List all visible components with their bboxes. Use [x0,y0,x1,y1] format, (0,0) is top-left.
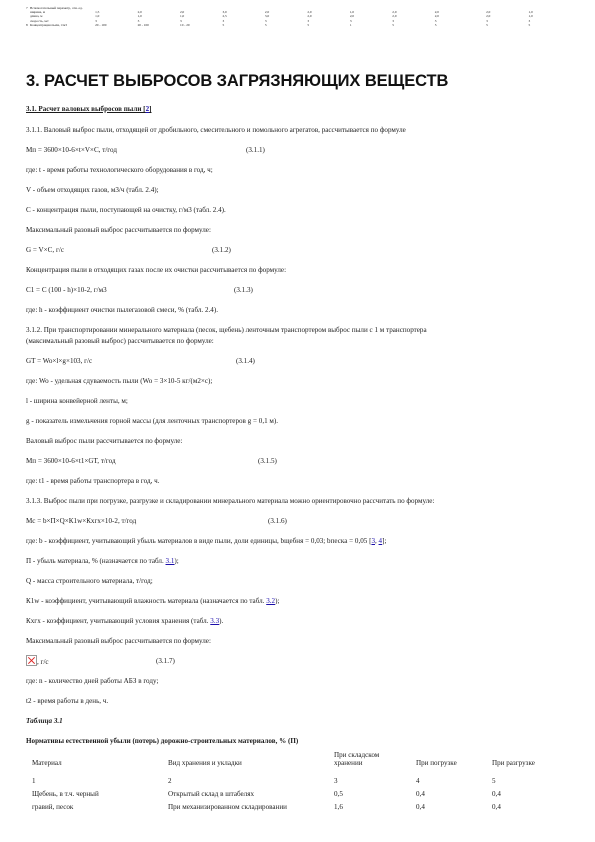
top-table-cell: 3 [528,18,531,23]
definition-p: П - убыль материала, % (назначается по табл. 3.1); [26,557,179,565]
table-cell: 0,5 [334,790,343,798]
table-cell: Открытый склад в штабелях [168,790,255,798]
definition-t: где: t - время работы технологического оборудования в год, ч; [26,166,213,174]
top-table-cell: 2,0 [486,10,491,15]
table-cell: Щебень, в т.ч. черный [32,790,99,798]
top-table-cell: 2,0 [434,14,439,19]
table-row [26,803,571,815]
definition-g: g - показатель измельчения горной массы (для ленточных транспортеров g = 0,1 м). [26,417,279,425]
top-table-cell: 5 [434,22,437,27]
table-row [26,777,571,789]
top-table-cell: 1,0 [349,10,355,15]
reference-link-3[interactable]: 3 [371,537,375,545]
top-table-cell: 5 [222,22,225,27]
top-table-cell: 1,5 [95,10,100,15]
definition-h: где: h - коэффициент очистки пылегазовой смеси, % (табл. 2.4). [26,306,218,314]
broken-image-icon [26,655,37,666]
table-cell: При механизированном складировании [168,803,287,811]
col-header-warehouse: При складском хранении [334,751,380,767]
formula-3-1-2: G = V×C, г/с (3.1.2) [26,246,231,254]
top-table-cell: 20 - 100 [95,22,107,27]
top-table-cell: 5 [392,22,394,27]
top-table-cell: 2,0 [392,10,397,15]
top-table-cell: 3 [180,18,182,23]
top-table-num: 7 [26,6,28,10]
top-table-cell: 1,0 [528,14,533,19]
top-table-cell: 5 [486,22,488,27]
top-table-cell: 1,0 [180,14,185,19]
top-table-cell: 2,0 [264,10,270,15]
top-table-cell: 3 [434,18,437,23]
formula-3-1-7: , г/с (3.1.7) [26,655,49,666]
paragraph-3-1-2: 3.1.2. При транспортировании минерального материала (песок, щебень) ленточным транспортером выброс пыли с 1 м транспортера [26,326,427,334]
definition-k1w: К1w - коэффициент, учитывающий влажность материала (назначается по табл. 3.2); [26,597,280,605]
reference-link-4[interactable]: 4 [378,537,383,545]
top-table-cell: 10 - 20 [180,22,190,27]
table-link-3-3[interactable]: 3.3 [210,617,220,625]
top-table-param: Вспомогательный параметр, отн. ед. [29,6,83,10]
top-table-cell: 2,0 [307,10,312,15]
definition-b: где: b - коэффициент, учитывающий убыль материалов в виде пыли, доли единицы, bщебня = 0,03; bпеска = 0,05 [3, 4]; [26,537,387,545]
top-table-cell: 20 - 100 [137,22,149,27]
definition-t1: где: t1 - время работы транспортера в год, ч. [26,477,160,485]
col-header-storage-type: Вид хранения и укладки [168,759,242,767]
table-title: Нормативы естественной убыли (потерь) дорожно-строительных материалов, % (П) [26,737,299,745]
top-table-cell: 3 [137,18,140,23]
table-row [26,790,571,802]
table-link-3-1[interactable]: 3.1 [165,557,175,565]
top-table-cell: 2,0 [434,10,439,15]
max-emission-text: Максимальный разовый выброс рассчитывается по формуле: [26,226,211,234]
top-table-cell: 1,0 [137,14,142,19]
paragraph-3-1-2-cont: (максимальный разовый выброс) рассчитывается по формуле: [26,337,214,345]
table-cell: 0,4 [492,803,501,811]
formula-3-1-3: С1 = С (100 - h)×10-2, г/м3 (3.1.3) [26,286,253,294]
top-table-cell: 3 [392,18,394,23]
top-table-param: Концентрация пыли, г/м3 [29,22,67,27]
top-table-cell: 3 [264,18,267,23]
top-table-cell: 1,0 [528,10,533,15]
top-table-cell: 5 [307,22,310,27]
table-link-3-2[interactable]: 3.2 [266,597,276,605]
top-table-param: ширина, м [29,10,46,15]
table-label: Таблица 3.1 [26,717,63,725]
table-cell: 2 [168,777,172,785]
formula-3-1-4: GT = Wo×l×g×103, г/с (3.1.4) [26,357,255,365]
col-header-unloading: При разгрузке [492,759,535,767]
definition-l: l - ширина конвейерной ленты, м; [26,397,128,405]
top-table-cell: 3,0 [222,10,227,15]
top-table-param: скорость, м/с [29,18,49,23]
top-table-cell: 2,0 [486,14,491,19]
top-table-cell: 2,0 [392,14,397,19]
max-emission-text-2: Максимальный разовый выброс рассчитывается по формуле: [26,637,211,645]
top-table-cell: 1,0 [95,14,100,19]
col-header-loading: При погрузке [416,759,457,767]
top-table-cell: 2,0 [180,10,185,15]
definition-n: где: n - количество дней работы АБЗ в году; [26,677,159,685]
table-cell: гравий, песок [32,803,74,811]
definition-t2: t2 - время работы в день, ч. [26,697,109,705]
table-cell: 4 [416,777,420,785]
top-table-cell: 3 [222,18,225,23]
definition-kxgx: Кхгх - коэффициент, учитывающий условия хранения (табл. 3.3). [26,617,224,625]
table-cell: 5 [492,777,496,785]
top-table-row [26,23,571,27]
definition-q: Q - масса строительного материала, т/год; [26,577,153,585]
definition-v: V - объем отходящих газов, м3/ч (табл. 2.4); [26,186,159,194]
top-table-param: длина, м [29,14,43,19]
top-table-cell: 3,0 [264,14,270,19]
table-cell: 1 [32,777,36,785]
section-title: 3. РАСЧЕТ ВЫБРОСОВ ЗАГРЯЗНЯЮЩИХ ВЕЩЕСТВ [26,72,449,90]
top-table-cell: 2,0 [349,14,355,19]
gross-emission-text: Валовый выброс пыли рассчитывается по формуле: [26,437,183,445]
continued-table-2-4 [26,6,571,27]
definition-wo: где: Wo - удельная сдуваемость пыли (Wo = 3×10-5 кг/(м2×с); [26,377,213,385]
formula-3-1-1: Мп = 3600×10-6×t×V×C, т/год (3.1.1) [26,146,265,154]
top-table-cell: 3 [349,18,352,23]
concentration-text: Концентрация пыли в отходящих газах после их очистки рассчитывается по формуле: [26,266,287,274]
definition-c: С - концентрация пыли, поступающей на очистку, г/м3 (табл. 2.4). [26,206,226,214]
top-table-cell: 2,0 [137,10,142,15]
top-table-cell: 3 [95,18,97,23]
top-table-cell: 5 [528,22,531,27]
formula-3-1-5: Мп = 3600×10-6×t1×GT, т/год (3.1.5) [26,457,277,465]
top-table-num: 8 [26,22,28,27]
table-header-row [26,751,571,773]
reference-link-2[interactable]: 2 [145,105,150,113]
paragraph-3-1-1: 3.1.1. Валовый выброс пыли, отходящей от дробильного, смесительного и помольного агрегатов, рассчитывается по формуле [26,126,406,134]
table-cell: 3 [334,777,338,785]
top-table-cell: 1 [349,22,352,27]
col-header-material: Материал [32,759,62,767]
subsection-heading-3-1: 3.1. Расчет валовых выбросов пыли [2] [26,105,152,113]
paragraph-3-1-3: 3.1.3. Выброс пыли при погрузке, разгрузке и складировании минерального материала можно ориентировочно рассчитать по формуле: [26,497,435,505]
table-cell: 0,4 [416,790,425,798]
table-cell: 0,4 [416,803,425,811]
top-table-cell: 5 [264,22,267,27]
top-table-cell: 3 [486,18,488,23]
table-cell: 1,6 [334,803,343,811]
top-table-cell: 2,0 [307,14,312,19]
formula-3-1-6: Мс = b×П×Q×К1w×Кхгх×10-2, т/год (3.1.6) [26,517,287,525]
top-table-cell: 3 [307,18,310,23]
table-cell: 0,4 [492,790,501,798]
top-table-cell: 2,5 [222,14,227,19]
